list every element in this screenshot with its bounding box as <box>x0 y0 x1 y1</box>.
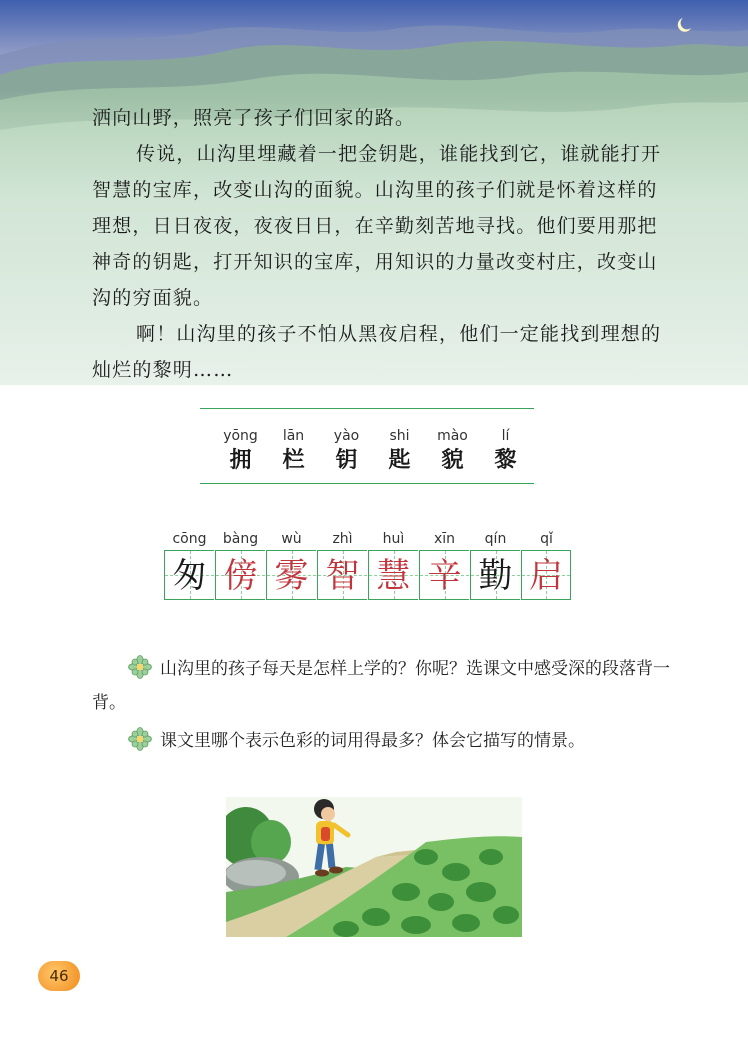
writing-item <box>368 530 419 600</box>
passage-paragraph-3: 啊！山沟里的孩子不怕从黑夜启程，他们一定能找到理想的灿烂的黎明…… <box>92 323 662 381</box>
page-number-badge <box>38 961 80 991</box>
writing-item <box>164 530 215 600</box>
passage-paragraph-2: 传说，山沟里埋藏着一把金钥匙，谁能找到它，谁就能打开智慧的宝库，改变山沟的面貌。山沟里的孩子们就是怀着这样的理想，日日夜夜，夜夜日日，在辛勤刻苦地寻找。他们要用那把神奇的钥匙，打开知识的宝库，用知识的力量改变村庄，改变山沟的穷面貌。 <box>92 143 662 309</box>
vocab-item <box>426 427 479 475</box>
pinyin: cōng <box>172 531 207 547</box>
character: 慧 <box>376 556 411 596</box>
vocab-item <box>373 427 426 475</box>
character: 匆 <box>172 556 207 596</box>
pinyin: huì <box>382 531 405 547</box>
pinyin: bàng <box>222 531 259 547</box>
character: 辛 <box>427 556 462 596</box>
question-2 <box>92 724 672 758</box>
pinyin: zhì <box>332 531 353 547</box>
character: 匙 <box>388 447 411 473</box>
character: 拥 <box>229 447 252 473</box>
pinyin: yōng <box>223 428 258 444</box>
page-number: 46 <box>49 967 69 985</box>
pinyin: qǐ <box>540 531 553 547</box>
passage-line-1: 洒向山野，照亮了孩子们回家的路。 <box>92 107 416 129</box>
flower-icon <box>128 727 152 751</box>
writing-item <box>317 530 368 600</box>
character: 黎 <box>494 447 517 473</box>
pinyin: mào <box>437 428 468 444</box>
pinyin: wù <box>281 531 302 547</box>
pinyin: xīn <box>433 531 456 547</box>
question-1 <box>92 652 672 720</box>
character: 启 <box>529 556 563 596</box>
pinyin: lí <box>501 428 510 444</box>
boy-on-mountain-path-illustration <box>226 797 522 937</box>
pinyin: lān <box>282 428 305 444</box>
character: 智 <box>325 556 360 596</box>
pinyin: qín <box>484 531 507 547</box>
vocab-item <box>267 427 320 475</box>
writing-item <box>521 530 572 600</box>
character: 勤 <box>478 556 513 596</box>
writing-item <box>215 530 266 600</box>
character: 雾 <box>274 556 309 596</box>
flower-icon <box>128 655 152 679</box>
character: 貌 <box>441 447 464 473</box>
character: 栏 <box>282 447 305 473</box>
pinyin: shi <box>389 428 410 444</box>
character: 钥 <box>335 447 358 473</box>
writing-characters-grid <box>164 530 572 600</box>
vocab-item <box>320 427 373 475</box>
recognize-characters-box <box>200 408 534 484</box>
writing-item <box>266 530 317 600</box>
character: 傍 <box>223 556 258 596</box>
vocab-item <box>214 427 267 475</box>
writing-item <box>470 530 521 600</box>
question-text: 山沟里的孩子每天是怎样上学的？你呢？选课文中感受深的段落背一背。 <box>92 659 670 713</box>
vocab-item <box>479 427 532 475</box>
lesson-passage <box>92 100 672 388</box>
writing-item <box>419 530 470 600</box>
question-text: 课文里哪个表示色彩的词用得最多？体会它描写的情景。 <box>160 731 585 751</box>
pinyin: yào <box>333 428 360 444</box>
